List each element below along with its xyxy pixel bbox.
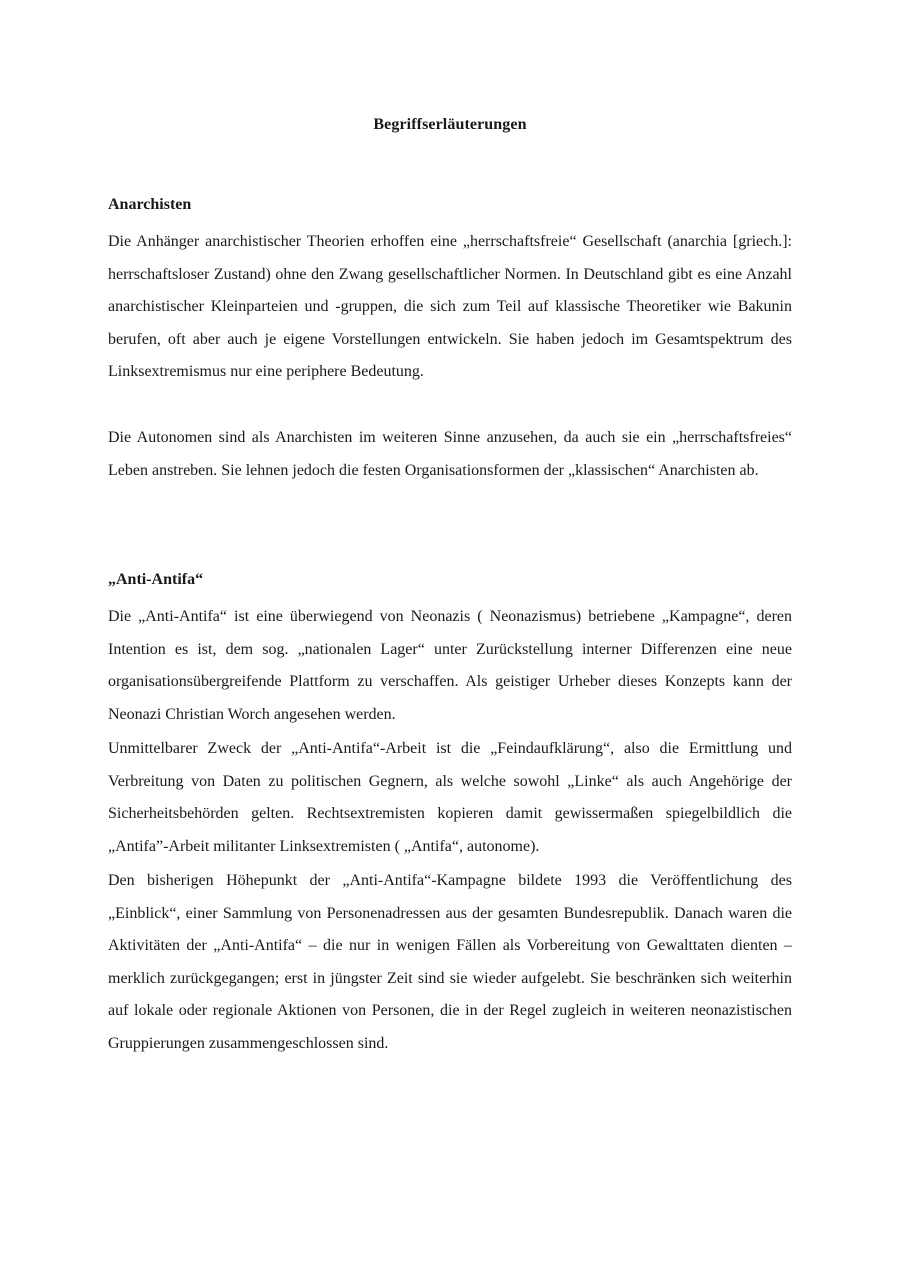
- paragraph-anti-antifa-2: Unmittelbarer Zweck der „Anti-Antifa“-Arbeit ist die „Feindaufklärung“, also die Ermittlung und Verbreitung von Daten zu politischen Gegnern, als welche sowohl „Linke“ als auch Angehörige der Sicherheitsbehörden gelten. Rechtsextremisten kopieren damit gewissermaßen spiegelbildlich die „Antifa”-Arbeit militanter Linksextremisten ( „Antifa“, autonome).: [108, 740, 792, 855]
- paragraph-anarchisten-2: Die Autonomen sind als Anarchisten im weiteren Sinne anzusehen, da auch sie ein „herrschaftsfreies“ Leben anstreben. Sie lehnen jedoch die festen Organisationsformen der „klassischen“ Anarchisten ab.: [108, 429, 792, 479]
- page-title: Begriffserläuterungen: [373, 116, 527, 133]
- paragraph-anti-antifa-1: Die „Anti-Antifa“ ist eine überwiegend von Neonazis ( Neonazismus) betriebene „Kampagne“, deren Intention es ist, dem sog. „nationalen Lager“ unter Zurückstellung interner Differenzen eine neue organisationsübergreifende Plattform zu verschaffen. Als geistiger Urheber dieses Konzepts kann der Neonazi Christian Worch angesehen werden.: [108, 608, 792, 723]
- paragraph-anti-antifa-3: Den bisherigen Höhepunkt der „Anti-Antifa“-Kampagne bildete 1993 die Veröffentlichung des „Einblick“, einer Sammlung von Personenadressen aus der gesamten Bundesrepublik. Danach waren die Aktivitäten der „Anti-Antifa“ – die nur in wenigen Fällen als Vorbereitung von Gewalttaten dienten – merklich zurückgegangen; erst in jüngster Zeit sind sie wieder aufgelebt. Sie beschränken sich weiterhin auf lokale oder regionale Aktionen von Personen, die in der Regel zugleich in weiteren neonazistischen Gruppierungen zusammengeschlossen sind.: [108, 872, 792, 1052]
- paragraph-anarchisten-1: Die Anhänger anarchistischer Theorien erhoffen eine „herrschaftsfreie“ Gesellschaft (anarchia [griech.]: herrschaftsloser Zustand) ohne den Zwang gesellschaftlicher Normen. In Deutschland gibt es eine Anzahl anarchistischer Kleinparteien und -gruppen, die sich zum Teil auf klassische Theoretiker wie Bakunin berufen, oft aber auch je eigene Vorstellungen entwickeln. Sie haben jedoch im Gesamtspektrum des Linksextremismus nur eine periphere Bedeutung.: [108, 233, 792, 380]
- section-heading-anarchisten: Anarchisten: [108, 196, 192, 213]
- section-heading-anti-antifa: „Anti-Antifa“: [108, 571, 204, 588]
